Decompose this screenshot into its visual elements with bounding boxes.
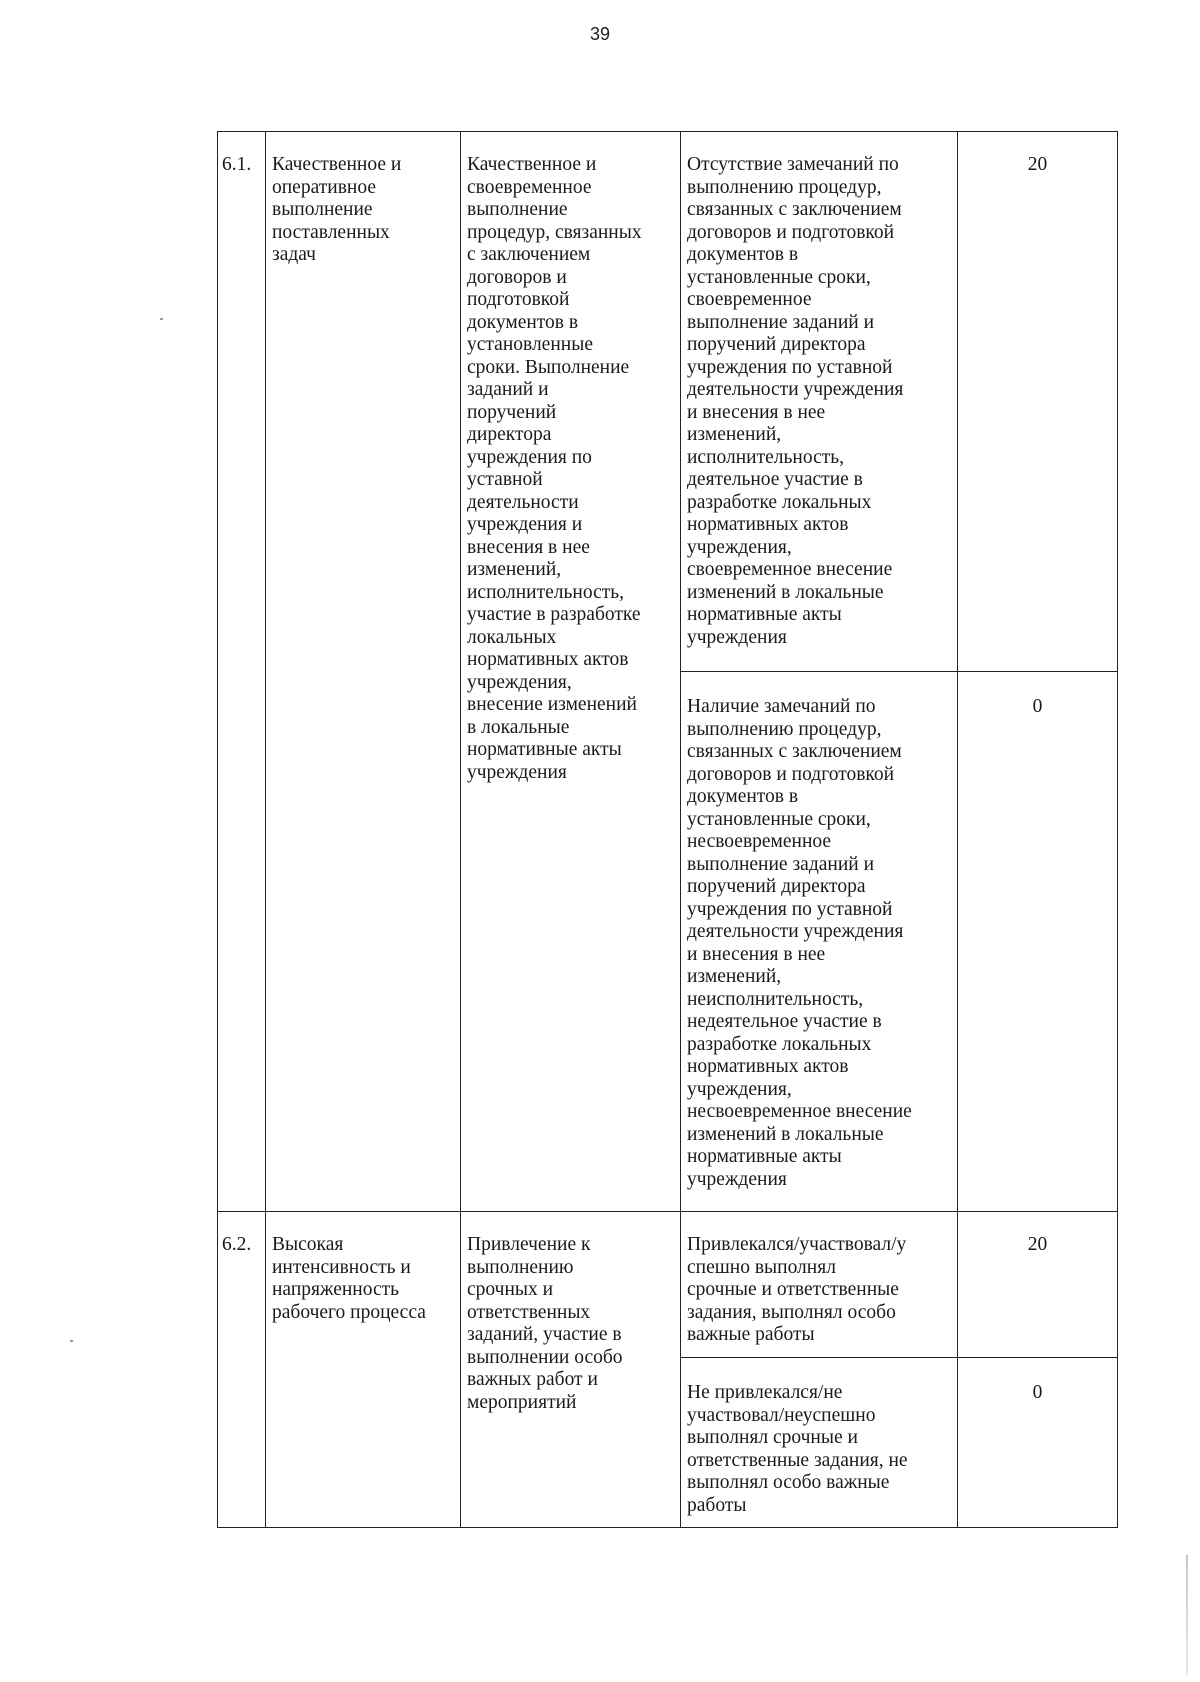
score-value: 20 <box>1027 154 1048 175</box>
score-cell <box>958 672 1118 1212</box>
scan-speck <box>160 318 163 320</box>
condition-text: Отсутствие замечаний по выполнению процедур, связанных с заключением договоров и подготовкой документов в установленные сроки, своевременное выполнение заданий и поручений директора учреждения по уставной деятельности учреждения и внесения в нее изменений, исполнительность, деятельное участие в разработке локальных нормативных актов учреждения, своевременное внесение изменений в локальные нормативные акты учреждения <box>687 154 904 648</box>
score-value: 0 <box>1032 696 1043 717</box>
condition-cell <box>681 1358 958 1528</box>
condition-cell <box>681 672 958 1212</box>
row-number: 6.2. <box>222 1234 252 1255</box>
indicator-text: Качественное и оперативное выполнение поставленных задач <box>272 154 402 265</box>
condition-text: Привлекался/участвовал/у спешно выполнял срочные и ответственные задания, выполнял особо важные работы <box>687 1234 907 1345</box>
score-value: 0 <box>1032 1382 1043 1403</box>
criteria-cell <box>461 132 681 1212</box>
score-value: 20 <box>1027 1234 1048 1255</box>
criteria-cell <box>461 1212 681 1528</box>
condition-text: Не привлекался/не участвовал/неуспешно выполнял срочные и ответственные задания, не выполнял особо важные работы <box>687 1382 908 1516</box>
criteria-text: Привлечение к выполнению срочных и ответственных заданий, участие в выполнении особо важных работ и мероприятий <box>467 1234 623 1413</box>
criteria-text: Качественное и своевременное выполнение процедур, связанных с заключением договоров и подготовкой документов в установленные сроки. Выполнение заданий и поручений директора учреждения по уставной деятельности учреждения и внесения в нее изменений, исполнительность, участие в разработке локальных нормативных актов учреждения, внесение изменений в локальные нормативные акты учреждения <box>467 154 642 783</box>
row-number-cell <box>218 132 266 1212</box>
condition-cell <box>681 1212 958 1358</box>
scan-speck <box>70 1340 73 1342</box>
score-cell <box>958 1358 1118 1528</box>
table-row <box>218 132 1118 672</box>
table-row <box>218 1212 1118 1358</box>
page-number: 39 <box>589 24 611 44</box>
indicator-cell <box>266 132 461 1212</box>
score-cell <box>958 1212 1118 1358</box>
score-cell <box>958 132 1118 672</box>
criteria-table <box>217 131 1118 1528</box>
row-number: 6.1. <box>222 154 252 175</box>
scan-margin-line <box>1186 1555 1188 1675</box>
indicator-cell <box>266 1212 461 1528</box>
condition-cell <box>681 132 958 672</box>
row-number-cell <box>218 1212 266 1528</box>
condition-text: Наличие замечаний по выполнению процедур, связанных с заключением договоров и подготовкой документов в установленные сроки, несвоевременное выполнение заданий и поручений директора учреждения по уставной деятельности учреждения и внесения в нее изменений, неисполнительность, недеятельное участие в разработке локальных нормативных актов учреждения, несвоевременное внесение изменений в локальные нормативные акты учреждения <box>687 696 912 1190</box>
indicator-text: Высокая интенсивность и напряженность рабочего процесса <box>272 1234 426 1323</box>
